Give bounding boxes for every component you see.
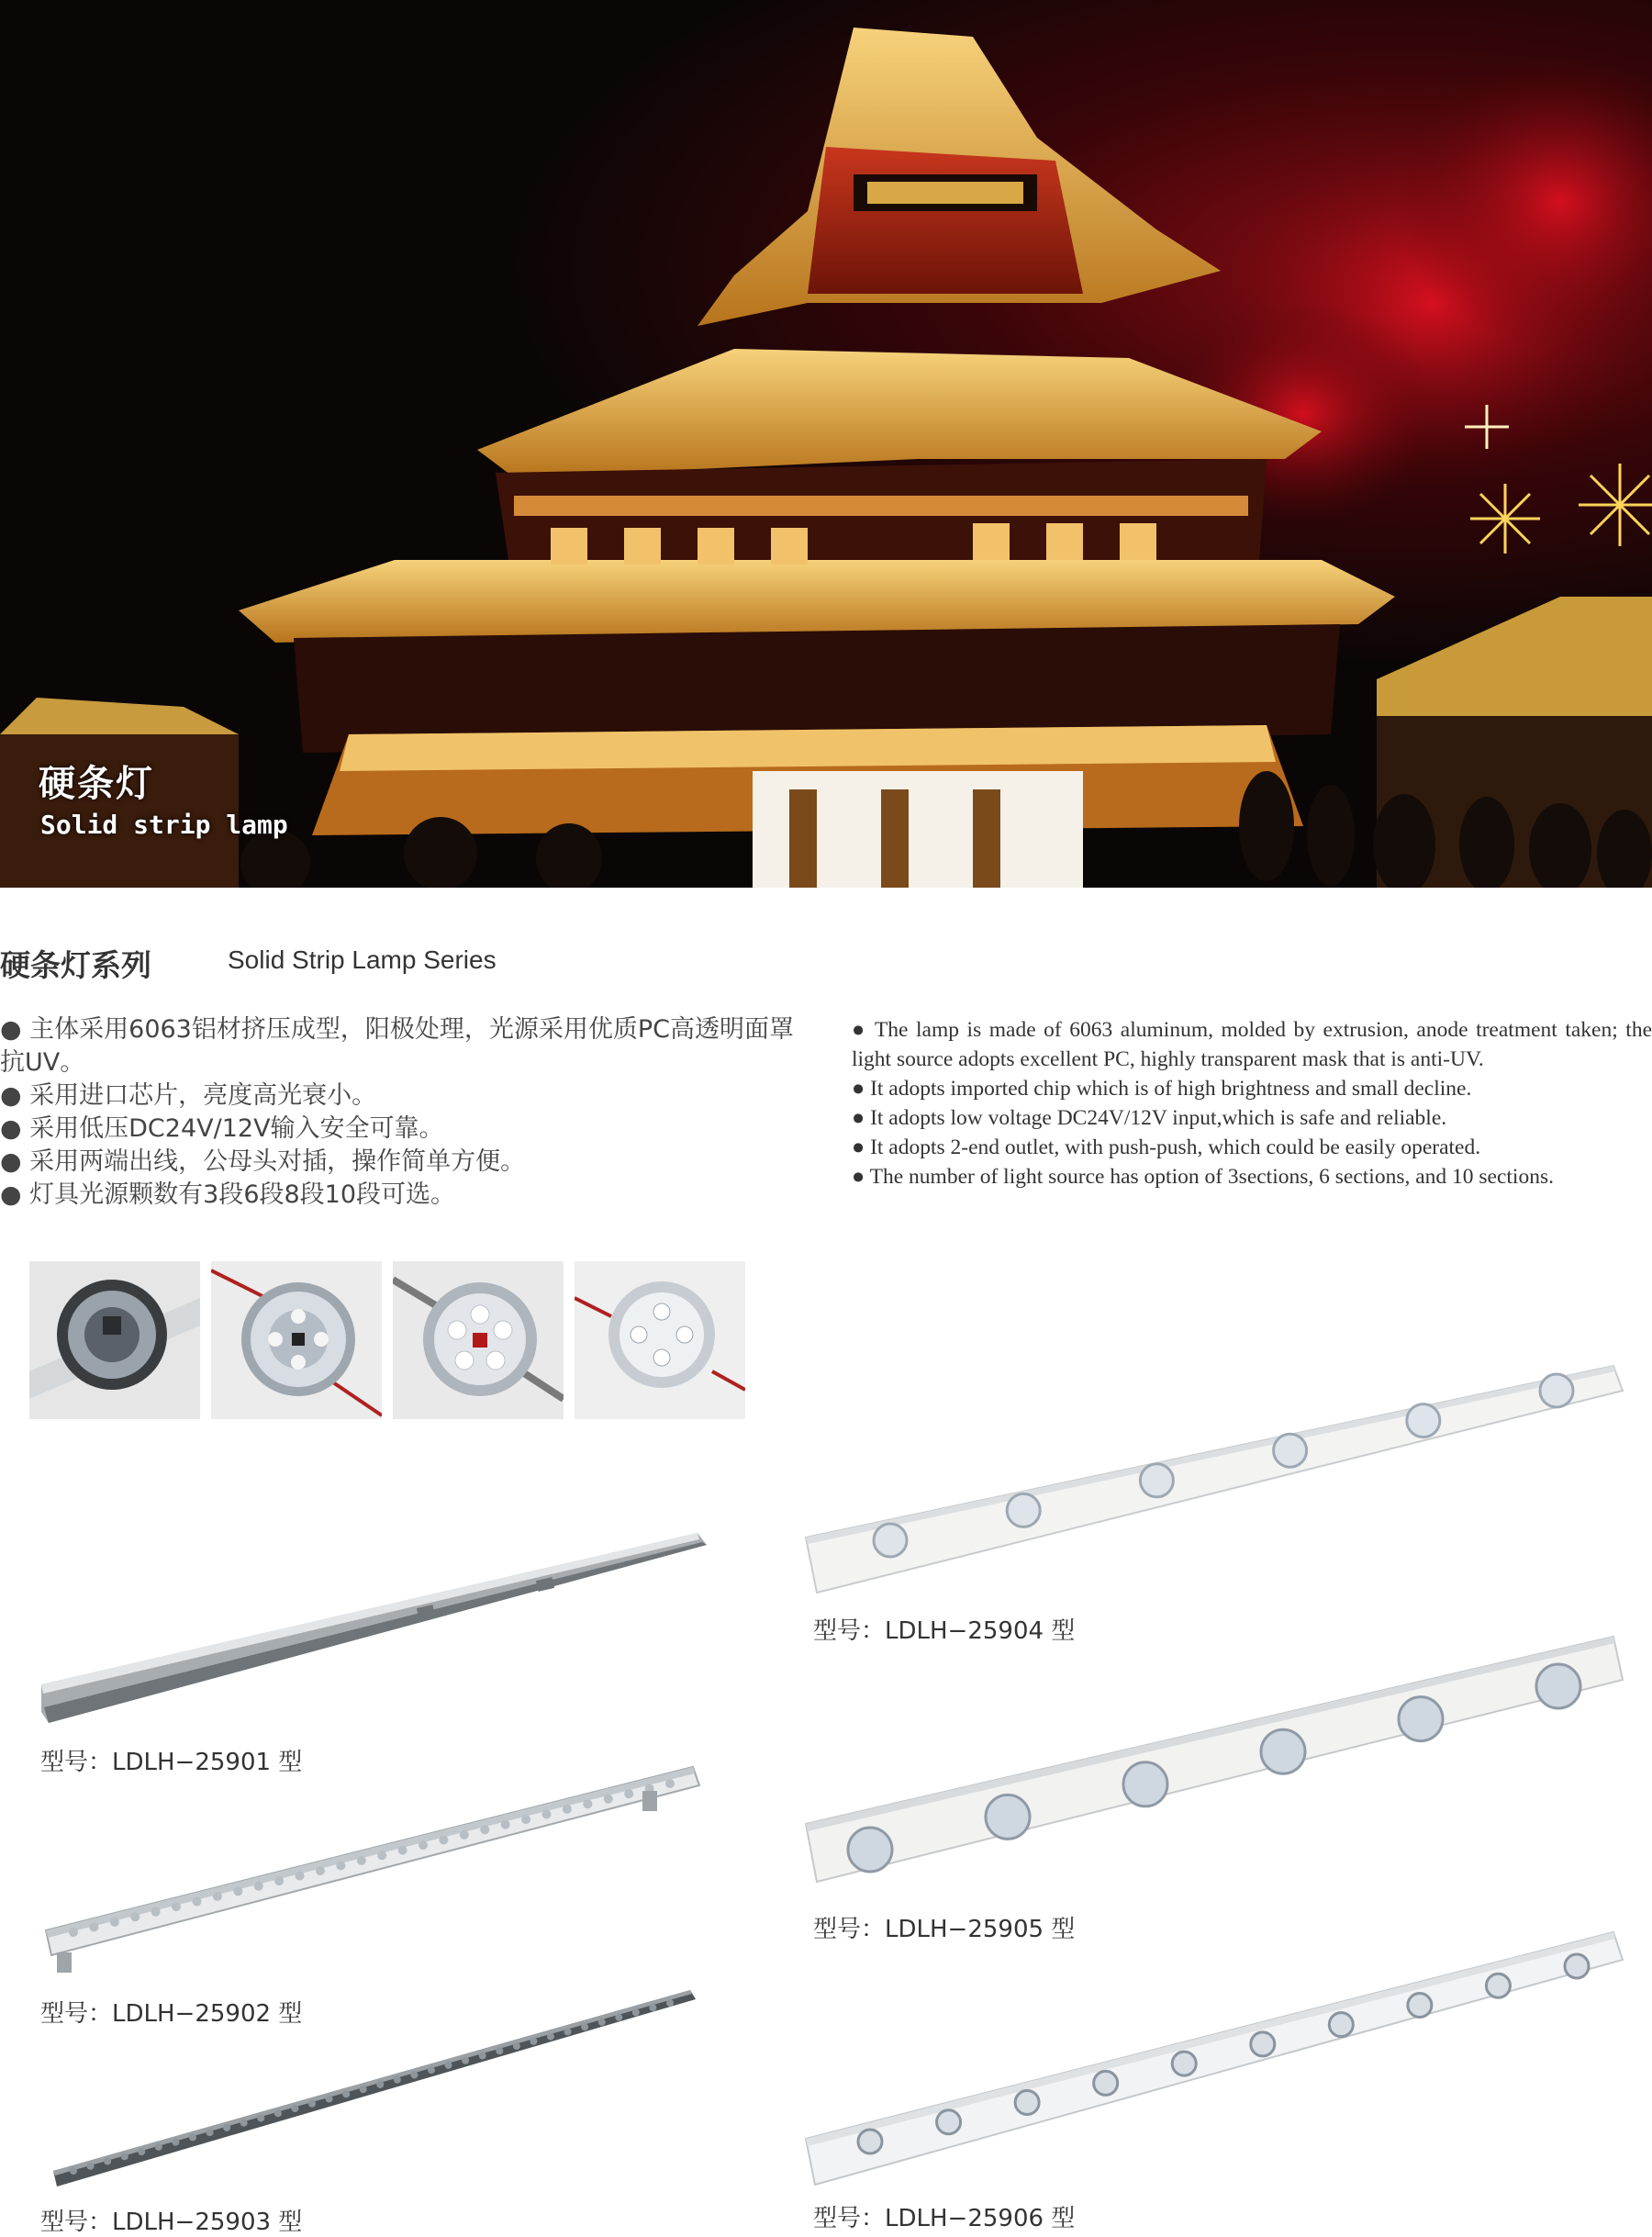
feature-list-en bbox=[852, 1015, 1652, 1191]
feature-cn-item: ● 主体采用6063铝材挤压成型，阳极处理，光源采用优质PC高透明面罩抗UV。 bbox=[0, 1015, 794, 1077]
product-model-label: 型号：LDLH−25903 型 bbox=[40, 2209, 303, 2236]
led-dot bbox=[666, 1999, 674, 2007]
strip-lamp-25906-image bbox=[806, 1928, 1632, 2194]
product-25902 bbox=[37, 1758, 707, 2028]
led-dot bbox=[624, 1789, 633, 1798]
feature-list-cn bbox=[0, 1013, 808, 1212]
led-dot bbox=[649, 2004, 656, 2011]
led-dot bbox=[665, 1779, 675, 1788]
led-dot bbox=[316, 1866, 325, 1875]
product-25906 bbox=[806, 1928, 1632, 2232]
led-dot bbox=[291, 2105, 298, 2112]
hero-title: 硬条灯 bbox=[39, 763, 154, 805]
led-dot bbox=[360, 2086, 367, 2093]
strip-lamp-25904-image bbox=[806, 1359, 1632, 1616]
module-photo-3 bbox=[393, 1261, 564, 1419]
module-photo-2 bbox=[211, 1261, 382, 1419]
led-dot bbox=[1329, 2013, 1353, 2037]
led-dot bbox=[104, 2158, 111, 2165]
led-dot bbox=[419, 1840, 428, 1850]
led-dot bbox=[398, 1846, 407, 1855]
hero-photo bbox=[0, 0, 1652, 888]
led-dot bbox=[563, 1805, 572, 1814]
led-dot bbox=[1565, 1954, 1589, 1978]
led-dot bbox=[308, 2100, 316, 2108]
led-dot bbox=[274, 2109, 282, 2117]
led-dot bbox=[496, 2047, 503, 2054]
pagoda-night-illustration bbox=[0, 0, 1652, 888]
feature-en-item: ● The number of light source has option of 3sections, 6 sections, and 10 sections. bbox=[852, 1165, 1554, 1189]
led-dot bbox=[530, 2038, 537, 2045]
led-dot bbox=[542, 1810, 552, 1819]
led-dot bbox=[1274, 1434, 1307, 1467]
led-dot bbox=[257, 2114, 264, 2121]
led-dot bbox=[1486, 1974, 1510, 1997]
led-dot bbox=[274, 1876, 284, 1885]
led-dot bbox=[296, 1872, 305, 1881]
led-dot bbox=[223, 2124, 230, 2131]
led-dot bbox=[342, 2090, 350, 2097]
led-dot bbox=[1399, 1697, 1443, 1741]
strip-lamp-25902-image bbox=[37, 1758, 707, 1969]
led-dot bbox=[937, 2110, 961, 2134]
led-dot bbox=[858, 2130, 882, 2153]
strip-lamp-25901-image bbox=[37, 1519, 707, 1730]
led-dot bbox=[460, 1830, 469, 1840]
led-dot bbox=[1251, 2032, 1275, 2056]
hero-subtitle: Solid strip lamp bbox=[40, 810, 288, 840]
led-dot bbox=[1123, 1762, 1167, 1806]
led-dot bbox=[848, 1828, 892, 1872]
product-25901 bbox=[37, 1519, 707, 1776]
led-dot bbox=[1408, 1993, 1432, 2017]
led-dot bbox=[1015, 2091, 1039, 2115]
module-photo-4 bbox=[575, 1261, 745, 1419]
module-photo-1 bbox=[29, 1261, 200, 1419]
led-dot bbox=[598, 2019, 606, 2026]
product-model-label: 型号：LDLH−25901 型 bbox=[40, 1749, 303, 1776]
led-dot bbox=[1540, 1374, 1573, 1407]
led-dot bbox=[240, 2120, 248, 2127]
led-dot bbox=[986, 1795, 1030, 1839]
led-dot bbox=[479, 2052, 486, 2060]
led-dot bbox=[189, 2133, 196, 2141]
led-dot bbox=[151, 1907, 161, 1917]
led-dot bbox=[581, 2023, 588, 2030]
led-dot bbox=[480, 1825, 489, 1834]
led-dot bbox=[604, 1795, 613, 1804]
led-dot bbox=[138, 2148, 145, 2155]
product-model-label: 型号：LDLH−25904 型 bbox=[813, 1617, 1076, 1645]
led-dot bbox=[462, 2057, 469, 2064]
strip-lamp-25905-image bbox=[806, 1629, 1632, 1905]
led-dot bbox=[87, 2163, 95, 2170]
led-dot bbox=[547, 2033, 554, 2041]
led-dot bbox=[1094, 2071, 1118, 2095]
led-dot bbox=[130, 1912, 140, 1921]
product-25905 bbox=[806, 1629, 1632, 1943]
led-dot bbox=[632, 2008, 640, 2016]
feature-en-item: ● It adopts 2-end outlet, with push-push, which could be easily operated. bbox=[852, 1135, 1481, 1159]
strip-lamp-25903-image bbox=[37, 1983, 707, 2194]
led-dot bbox=[326, 2096, 333, 2103]
led-dot bbox=[377, 1851, 386, 1860]
led-dot bbox=[70, 2167, 77, 2175]
led-dot bbox=[521, 1815, 530, 1824]
led-dot bbox=[513, 2042, 520, 2050]
product-25903 bbox=[37, 1983, 707, 2236]
led-dot bbox=[501, 1820, 510, 1829]
led-dot bbox=[121, 2153, 128, 2160]
led-dot bbox=[172, 2139, 179, 2146]
led-dot bbox=[564, 2028, 572, 2035]
feature-cn-item: ● 采用低压DC24V/12V输入安全可靠。 bbox=[0, 1114, 444, 1143]
led-dot bbox=[874, 1524, 907, 1557]
led-dot bbox=[583, 1799, 592, 1808]
product-25904 bbox=[806, 1359, 1632, 1645]
feature-cn-item: ● 采用进口芯片，亮度高光衰小。 bbox=[0, 1081, 377, 1110]
led-dot bbox=[155, 2143, 162, 2151]
led-dot bbox=[110, 1918, 119, 1927]
led-dot bbox=[1007, 1493, 1040, 1527]
led-dot bbox=[192, 1896, 201, 1906]
led-dot bbox=[69, 1928, 78, 1937]
led-dot bbox=[233, 1886, 242, 1896]
led-dot bbox=[1536, 1664, 1580, 1708]
product-model-label: 型号：LDLH−25902 型 bbox=[40, 2000, 303, 2028]
led-dot bbox=[172, 1902, 181, 1911]
led-dot bbox=[376, 2081, 384, 2088]
led-dot bbox=[445, 2062, 452, 2069]
feature-cn-item: ● 灯具光源颗数有3段6段8段10段可选。 bbox=[0, 1180, 456, 1209]
led-dot bbox=[213, 1892, 222, 1901]
section-title-en: Solid Strip Lamp Series bbox=[228, 945, 497, 974]
led-dot bbox=[1407, 1404, 1440, 1437]
led-dot bbox=[394, 2076, 401, 2084]
led-dot bbox=[357, 1856, 366, 1865]
section-title-cn: 硬条灯系列 bbox=[0, 947, 151, 983]
led-dot bbox=[428, 2066, 435, 2074]
product-model-label: 型号：LDLH−25906 型 bbox=[813, 2205, 1076, 2232]
led-dot bbox=[1261, 1729, 1305, 1773]
feature-cn-item: ● 采用两端出线，公母头对插，操作简单方便。 bbox=[0, 1147, 526, 1176]
led-dot bbox=[1172, 2052, 1196, 2075]
led-dot bbox=[615, 2014, 622, 2021]
feature-en-item: ● It adopts imported chip which is of high brightness and small decline. bbox=[852, 1077, 1472, 1101]
feature-en-item: ● It adopts low voltage DC24V/12V input,which is safe and reliable. bbox=[852, 1106, 1447, 1130]
led-dot bbox=[1140, 1464, 1173, 1497]
led-dot bbox=[336, 1861, 345, 1870]
led-dot bbox=[206, 2129, 214, 2136]
product-model-label: 型号：LDLH−25905 型 bbox=[813, 1916, 1076, 1943]
feature-en-item: ● The lamp is made of 6063 aluminum, molded by extrusion, anode treatment taken; the light source adopts excellent PC, highly transparent mask that is anti-UV. bbox=[852, 1018, 1652, 1071]
led-dot bbox=[439, 1835, 448, 1844]
led-dot bbox=[254, 1882, 263, 1891]
led-dot bbox=[89, 1922, 98, 1931]
led-dot bbox=[410, 2071, 418, 2078]
